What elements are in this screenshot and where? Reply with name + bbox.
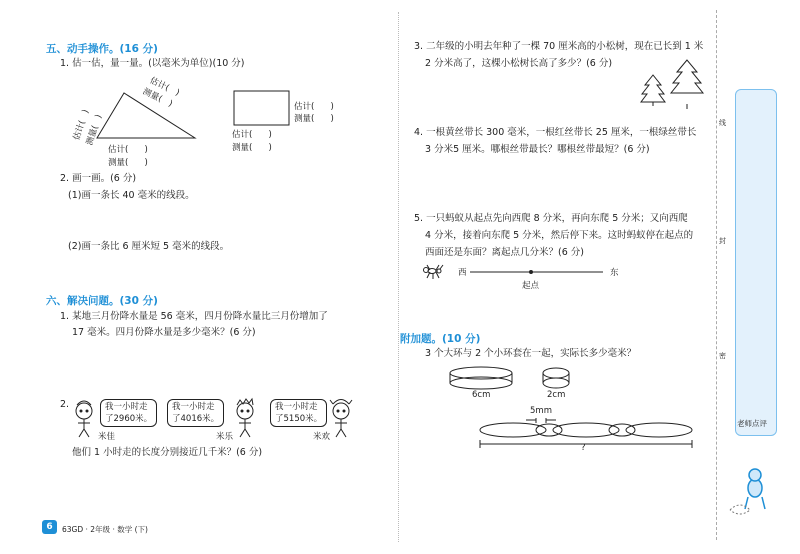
r-q4-line1: 4. 一根黄丝带长 300 毫米，一根红丝带长 25 厘米，一根绿丝带长 — [414, 127, 697, 138]
tri-right-estimate: 估计( ) — [147, 75, 181, 99]
tri-left-estimate: 估计( ) — [71, 108, 92, 142]
section5-title: 五、动手操作。(16 分) — [46, 43, 158, 55]
start-label: 起点 — [522, 281, 540, 291]
book-code: 63GD · 2年级 · 数学 (下) — [62, 525, 148, 534]
margin-char-1: 线 — [719, 119, 726, 127]
tri-right-measure: 测量( ) — [140, 86, 174, 110]
margin-char-2: 封 — [719, 237, 726, 245]
s6-q2-number: 2. — [60, 399, 70, 410]
rect-bottom-measure: 测量( ) — [232, 143, 272, 153]
bonus-title: 附加题。(10 分) — [400, 333, 481, 345]
page-number: 6 — [42, 520, 57, 534]
q1-text: 1. 估一估，量一量。(以毫米为单位)(10 分) — [60, 58, 245, 69]
s6-q1-line1: 1. 某地三月份降水量是 56 毫米，四月份降水量比三月份增加了 — [60, 311, 328, 322]
rect-bottom-estimate: 估计( ) — [232, 130, 272, 140]
tri-bottom-measure: 测量( ) — [108, 158, 148, 168]
name-mihuan: 米欢 — [313, 432, 331, 442]
small-ring-label: 2cm — [547, 390, 566, 400]
section6-title: 六、解决问题。(30 分) — [46, 295, 158, 307]
big-ring-label: 6cm — [472, 390, 491, 400]
total-unknown-label: ? — [581, 443, 586, 453]
r-q3-line2: 2 分米高了，这棵小松树长高了多少？(6 分) — [425, 58, 613, 69]
rect-right-measure: 测量( ) — [294, 114, 334, 124]
tri-bottom-estimate: 估计( ) — [108, 145, 148, 155]
r-q4-line2: 3 分米5 厘米。哪根丝带最长？哪根丝带最短？(6 分) — [425, 144, 650, 155]
name-mile: 米乐 — [216, 432, 234, 442]
s6-q2-question: 他们 1 小时走的长度分别接近几千米？(6 分) — [72, 447, 263, 458]
s6-q1-line2: 17 毫米。四月份降水量是多少毫米？(6 分) — [72, 327, 256, 338]
bonus-question: 3 个大环与 2 个小环套在一起，实际长多少毫米？ — [425, 348, 637, 359]
rect-right-estimate: 估计( ) — [294, 102, 334, 112]
r-q5-line1: 5. 一只蚂蚁从起点先向西爬 8 分米，再向东爬 5 分米；又向西爬 — [414, 213, 688, 224]
west-label: 西 — [458, 268, 467, 278]
overlap-label: 5mm — [530, 406, 552, 416]
tri-left-measure: 测量( ) — [84, 113, 105, 147]
speech-bubble-2: 我一小时走 了4016米。 — [167, 399, 224, 427]
name-mijia: 米佳 — [98, 432, 116, 442]
q2b-text: (2)画一条比 6 厘米短 5 毫米的线段。 — [68, 241, 230, 252]
teacher-comment-label: 老师点评 — [737, 419, 767, 428]
q2a-text: (1)画一条长 40 毫米的线段。 — [68, 190, 195, 201]
east-label: 东 — [610, 268, 619, 278]
r-q5-line3: 西面还是东面？离起点几分米？(6 分) — [425, 247, 584, 258]
r-q3-line1: 3. 二年级的小明去年种了一棵 70 厘米高的小松树，现在已长到 1 米 — [414, 41, 704, 52]
q2-text: 2. 画一画。(6 分) — [60, 173, 137, 184]
speech-bubble-3: 我一小时走 了5150米。 — [270, 399, 327, 427]
r-q5-line2: 4 分米，接着向东爬 5 分米，然后停下来。这时蚂蚁停在起点的 — [425, 230, 694, 241]
margin-char-3: 密 — [719, 352, 726, 360]
speech-bubble-1: 我一小时走 了2960米。 — [100, 399, 157, 427]
